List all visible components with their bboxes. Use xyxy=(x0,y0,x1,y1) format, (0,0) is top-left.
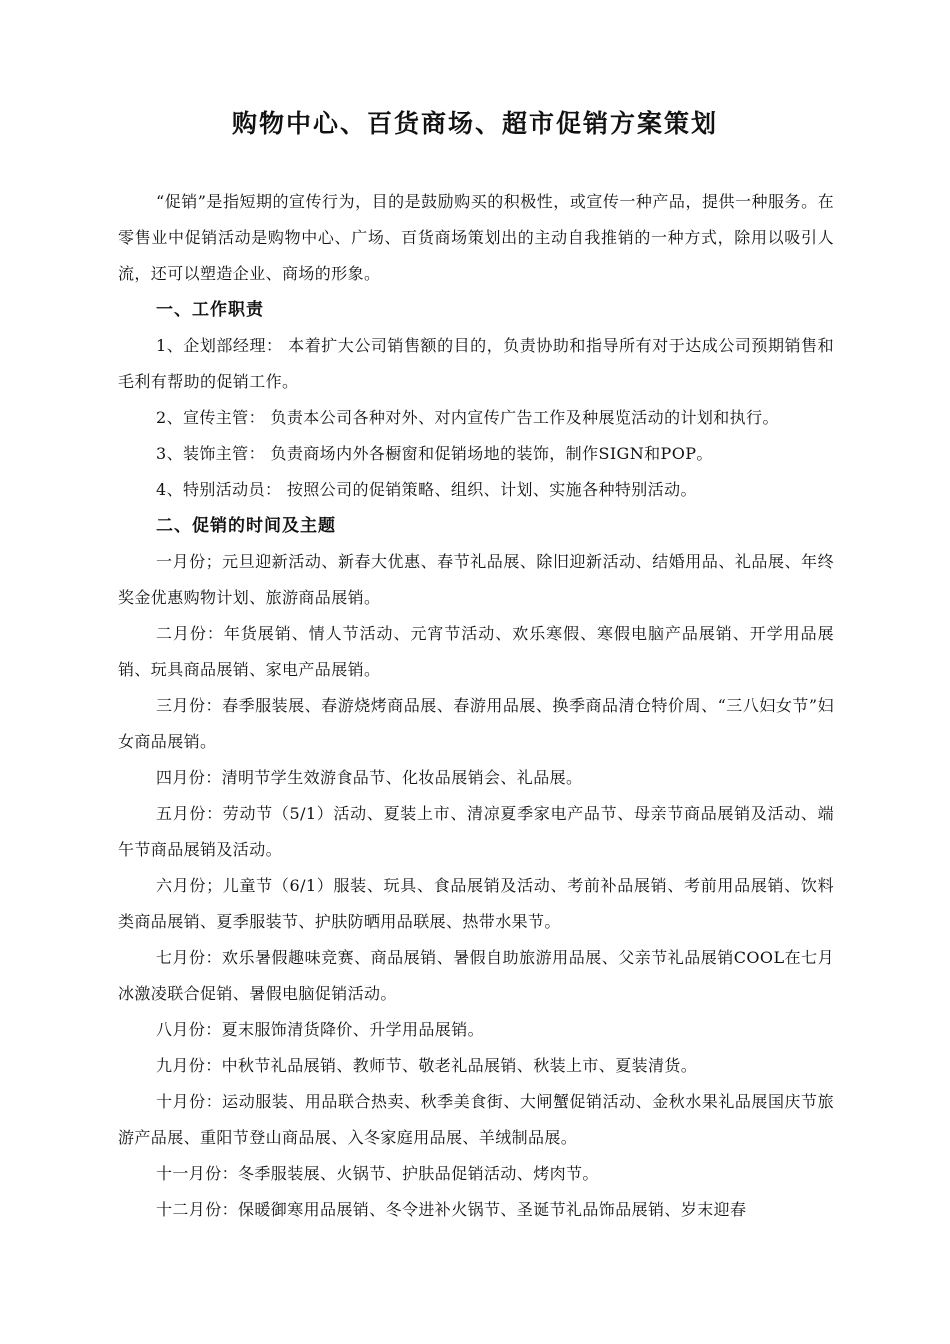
duty-item: 2、宣传主管： 负责本公司各种对外、对内宣传广告工作及种展览活动的计划和执行。 xyxy=(156,408,779,427)
duty-item: 1、企划部经理： 本着扩大公司销售额的目的，负责协助和指导所有对于达成公司预期销售和毛利有帮助的促销工作。 xyxy=(118,336,834,391)
month-item: 六月份；儿童节（6/1）服装、玩具、食品展销及活动、考前补品展销、考前用品展销、饮料类商品展销、夏季服装节、护肤防晒用品联展、热带水果节。 xyxy=(118,876,834,931)
month-item: 十月份：运动服装、用品联合热卖、秋季美食街、大闸蟹促销活动、金秋水果礼品展国庆节旅游产品展、重阳节登山商品展、入冬家庭用品展、羊绒制品展。 xyxy=(118,1092,834,1147)
duty-item: 3、装饰主管： 负责商场内外各橱窗和促销场地的装饰，制作SIGN和POP。 xyxy=(156,444,713,463)
month-item: 十一月份：冬季服装展、火锅节、护肤品促销活动、烤肉节。 xyxy=(156,1164,599,1183)
month-item: 四月份：清明节学生效游食品节、化妆品展销会、礼品展。 xyxy=(156,768,583,787)
document-body xyxy=(118,184,834,1228)
month-item: 十二月份：保暖御寒用品展销、冬令进补火锅节、圣诞节礼品饰品展销、岁末迎春 xyxy=(156,1200,747,1219)
month-item: 三月份：春季服装展、春游烧烤商品展、春游用品展、换季商品清仓特价周、“三八妇女节”妇女商品展销。 xyxy=(118,696,834,751)
document-title: 购物中心、百货商场、超市促销方案策划 xyxy=(231,109,718,138)
duty-item: 4、特别活动员： 按照公司的促销策略、组织、计划、实施各种特别活动。 xyxy=(156,480,697,499)
month-item: 一月份；元旦迎新活动、新春大优惠、春节礼品展、除旧迎新活动、结婚用品、礼品展、年终奖金优惠购物计划、旅游商品展销。 xyxy=(118,552,834,607)
section-heading-schedule: 二、促销的时间及主题 xyxy=(156,516,336,536)
intro-paragraph: “促销”是指短期的宣传行为，目的是鼓励购买的积极性，或宣传一种产品，提供一种服务。在零售业中促销活动是购物中心、广场、百货商场策划出的主动自我推销的一种方式，除用以吸引人流，还可以塑造企业、商场的形象。 xyxy=(118,192,834,283)
month-item: 九月份：中秋节礼品展销、教师节、敬老礼品展销、秋装上市、夏装清货。 xyxy=(156,1056,698,1075)
month-item: 七月份：欢乐暑假趣味竞赛、商品展销、暑假自助旅游用品展、父亲节礼品展销COOL在七月冰激凌联合促销、暑假电脑促销活动。 xyxy=(118,948,834,1003)
month-item: 二月份：年货展销、情人节活动、元宵节活动、欢乐寒假、寒假电脑产品展销、开学用品展销、玩具商品展销、家电产品展销。 xyxy=(118,624,834,679)
month-item: 八月份：夏末服饰清货降价、升学用品展销。 xyxy=(156,1020,485,1039)
section-heading-duties: 一、工作职责 xyxy=(156,300,264,320)
month-item: 五月份：劳动节（5/1）活动、夏装上市、清凉夏季家电产品节、母亲节商品展销及活动、端午节商品展销及活动。 xyxy=(118,804,834,859)
